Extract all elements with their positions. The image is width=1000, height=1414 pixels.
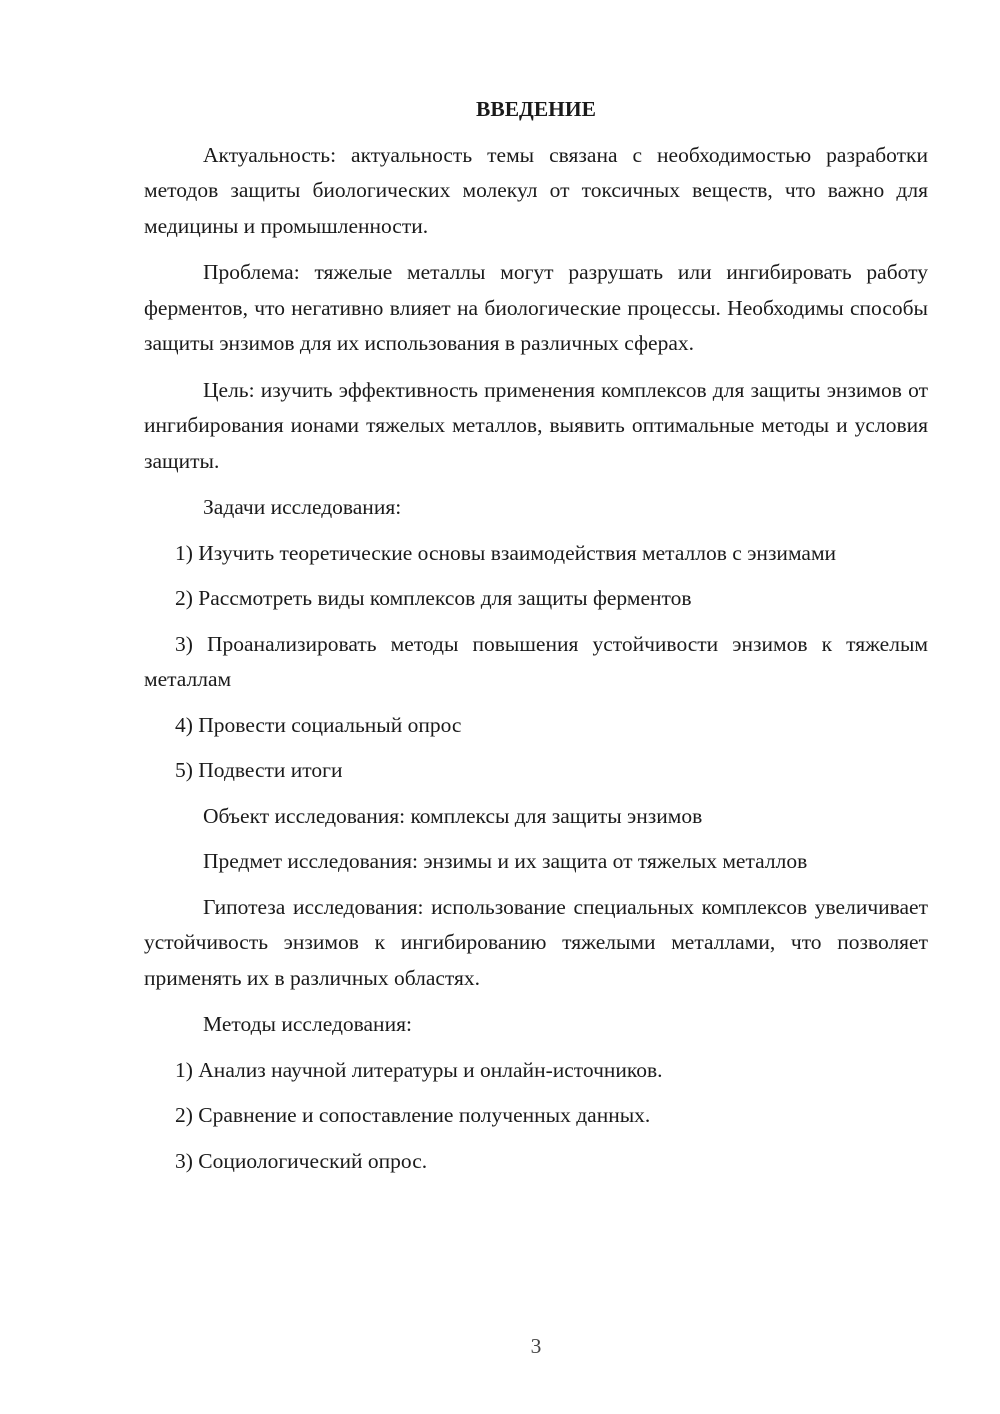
- method-item-3: 3) Социологический опрос.: [175, 1148, 428, 1173]
- page-title: ВВЕДЕНИЕ: [476, 97, 596, 121]
- task-item-1: 1) Изучить теоретические основы взаимодействия металлов с энзимами: [175, 540, 837, 565]
- task-item-4: 4) Провести социальный опрос: [175, 712, 462, 737]
- research-subject: Предмет исследования: энзимы и их защита от тяжелых металлов: [203, 849, 808, 873]
- research-object: Объект исследования: комплексы для защиты энзимов: [203, 803, 703, 828]
- page-number: 3: [530, 1334, 542, 1358]
- problem-paragraph: Проблема: тяжелые металлы могут разрушать или ингибировать работу ферментов, что негативно влияет на биологические процессы. Необходимы способы защиты энзимов для их использования в различных сферах.: [144, 260, 928, 355]
- tasks-heading: Задачи исследования:: [203, 495, 402, 519]
- task-item-3: 3) Проанализировать методы повышения устойчивости энзимов к тяжелым металлам: [144, 631, 928, 691]
- hypothesis-paragraph: Гипотеза исследования: использование специальных комплексов увеличивает устойчивость энзимов к ингибированию тяжелыми металлами, что позволяет применять их в различных областях.: [144, 894, 928, 990]
- method-item-2: 2) Сравнение и сопоставление полученных данных.: [175, 1103, 651, 1127]
- method-item-1: 1) Анализ научной литературы и онлайн-источников.: [175, 1057, 663, 1082]
- document-page: [144, 92, 928, 1189]
- relevance-paragraph: Актуальность: актуальность темы связана с необходимостью разработки методов защиты биологических молекул от токсичных веществ, что важно для медицины и промышленности.: [144, 142, 928, 238]
- methods-heading: Методы исследования:: [203, 1012, 412, 1036]
- goal-paragraph: Цель: изучить эффективность применения комплексов для защиты энзимов от ингибирования ионами тяжелых металлов, выявить оптимальные методы и условия защиты.: [144, 377, 928, 473]
- task-item-2: 2) Рассмотреть виды комплексов для защиты ферментов: [175, 586, 692, 610]
- task-item-5: 5) Подвести итоги: [175, 758, 343, 782]
